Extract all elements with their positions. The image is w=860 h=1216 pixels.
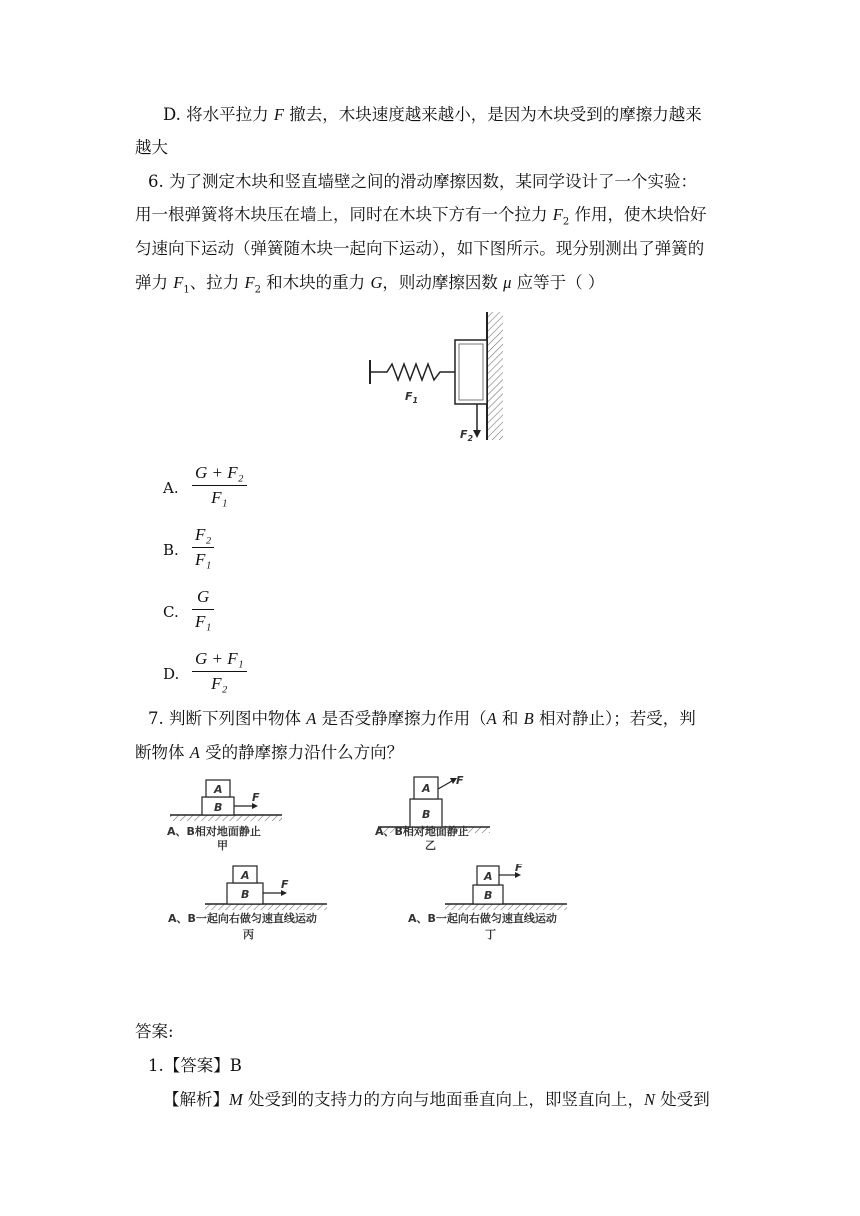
option-label: B.: [163, 541, 179, 559]
ground-hatch: [445, 904, 567, 910]
text: 和: [496, 709, 524, 728]
text: 弹力: [135, 273, 174, 292]
figure-yi: [370, 775, 500, 853]
label-A: A: [214, 783, 223, 796]
figure-name: 丁: [485, 928, 496, 941]
label-F: F: [515, 864, 523, 874]
prev-option-d-line2: 越大: [135, 138, 168, 157]
label-F1: $F_1$: [405, 390, 419, 405]
text: 和木块的重力: [260, 273, 371, 292]
spring-block-wall-figure: [365, 312, 515, 442]
var-F2: F: [552, 205, 563, 224]
wooden-block: [455, 340, 487, 404]
option-label: A.: [163, 479, 179, 497]
text: 断物体: [135, 743, 190, 762]
text: 处受到: [655, 1090, 710, 1109]
var-F1: F: [173, 273, 184, 292]
numerator: G + F₁: [195, 649, 244, 668]
label-A: A: [484, 870, 493, 883]
q6-line1: 6. 为了测定木块和竖直墙壁之间的滑动摩擦因数，某同学设计了一个实验：: [148, 172, 697, 191]
q6-line4: [135, 271, 604, 302]
text: 、拉力: [189, 273, 245, 292]
denominator: F₂: [211, 674, 228, 693]
numerator: F₂: [195, 525, 212, 544]
figure-jia: [162, 775, 292, 853]
option-label: D.: [163, 665, 180, 683]
label-B: B: [214, 801, 223, 814]
text: 受的静摩擦力沿什么方向？: [199, 743, 404, 762]
label-B: B: [484, 889, 493, 902]
text: 用一根弹簧将木块压在墙上，同时在木块下方有一个拉力: [135, 205, 553, 224]
fraction-bar: [192, 485, 247, 486]
fraction-bar: [192, 547, 214, 548]
figure-ding: [405, 864, 585, 944]
ground-hatch: [205, 904, 327, 910]
label-B: B: [241, 888, 250, 901]
figure-bing: [165, 864, 345, 944]
caption: A、B相对地面静止: [167, 825, 261, 838]
denominator: F₁: [195, 612, 212, 631]
denominator: F₁: [195, 550, 212, 569]
label-F: F: [252, 791, 260, 804]
var-G: G: [370, 273, 383, 292]
var-A: A: [486, 709, 497, 728]
var-F: F: [273, 105, 284, 124]
fraction-bar: [192, 671, 247, 672]
var-F2: F: [244, 273, 255, 292]
var-N: N: [644, 1090, 656, 1109]
sub: 2: [254, 284, 261, 296]
text: ，则动摩擦因数: [382, 273, 504, 292]
figure-name: 乙: [425, 839, 436, 852]
fraction: [192, 586, 214, 633]
numerator: G + F₂: [195, 463, 244, 482]
text: 应等于（ ）: [511, 273, 605, 292]
denominator: F₁: [211, 488, 228, 507]
text: 是否受静摩擦力作用（: [316, 709, 487, 728]
text: D. 将水平拉力: [163, 105, 274, 124]
label-A: A: [241, 869, 250, 882]
pull-arrow-icon: [473, 430, 481, 438]
text: 相对静止）；若受，判: [533, 709, 696, 728]
answers-heading: 答案:: [135, 1022, 174, 1041]
label-F: F: [456, 775, 464, 787]
figure-name: 甲: [217, 839, 228, 852]
numerator: G: [197, 587, 210, 606]
caption: A、B相对地面静止: [375, 825, 469, 838]
var-mu: μ: [503, 273, 512, 292]
var-A: A: [189, 743, 200, 762]
q7-line1: [148, 707, 696, 731]
var-A: A: [306, 709, 317, 728]
q6-line2: [135, 203, 706, 234]
fraction: [192, 524, 214, 571]
label-F: F: [281, 878, 289, 891]
sub: 1: [183, 284, 190, 296]
explanation-tag: 【解析】: [163, 1090, 229, 1109]
force-line: [438, 781, 452, 789]
text: 撤去，木块速度越来越小，是因为木块受到的摩擦力越来: [283, 105, 702, 124]
text: 处受到的支持力的方向与地面垂直向上，即竖直向上，: [242, 1090, 644, 1109]
caption: A、B一起向右做匀速直线运动: [408, 912, 557, 925]
label-F2: $F_2$: [460, 428, 474, 442]
figure-name: 丙: [243, 928, 254, 941]
text: 作用，使木块恰好: [569, 205, 707, 224]
answer-1-explanation: [163, 1088, 710, 1112]
var-M: M: [229, 1090, 243, 1109]
q6-line3: 匀速向下运动（弹簧随木块一起向下运动），如下图所示。现分别测出了弹簧的: [135, 239, 705, 258]
sub: 2: [562, 216, 570, 228]
text: 7. 判断下列图中物体: [148, 709, 307, 728]
fraction: [192, 462, 247, 509]
q7-line2: [135, 741, 403, 765]
spring: [370, 364, 455, 380]
fraction: [192, 648, 247, 695]
option-label: C.: [163, 603, 179, 621]
fraction-bar: [192, 609, 214, 610]
label-B: B: [422, 808, 431, 821]
caption: A、B一起向右做匀速直线运动: [168, 912, 317, 925]
wall-hatch: [487, 312, 503, 440]
ground-hatch: [170, 815, 282, 821]
answer-1-label: 1.【答案】B: [148, 1056, 242, 1075]
prev-option-d-line1: [163, 103, 702, 127]
label-A: A: [422, 782, 431, 795]
var-B: B: [523, 709, 534, 728]
